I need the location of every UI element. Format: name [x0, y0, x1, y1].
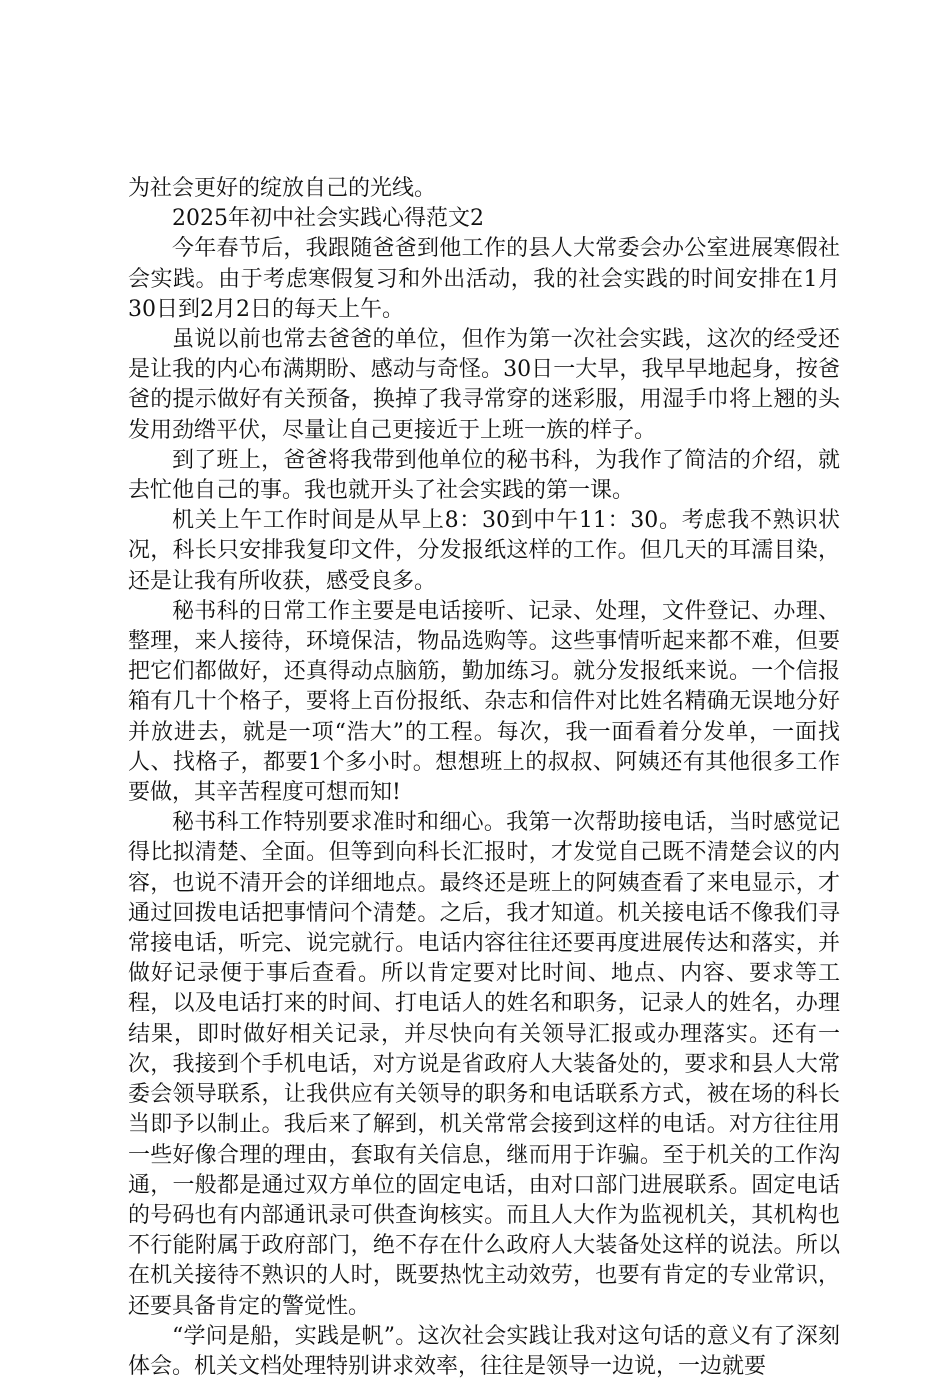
paragraph-closing-line: 为社会更好的绽放自己的光线。 — [128, 176, 437, 201]
paragraph-reflection: “学问是船，实践是帆”。这次社会实践让我对这句话的意义有了深刻体会。机关文档处理特别讲求效率，往往是领导一边说，一边就要 — [128, 1323, 840, 1379]
paragraph-phone-calls: 秘书科工作特别要求准时和细心。我第一次帮助接电话，当时感觉记得比拟清楚、全面。但等到向科长汇报时，才发觉自己既不清楚会议的内容，也说不清开会的详细地点。最终还是班上的阿姨查看了来电显示，才通过回拨电话把事情问个清楚。之后，我才知道。机关接电话不像我们寻常接电话，听完、说完就行。电话内容往往还要再度进展传达和落实，并做好记录便于事后查看。所以肯定要对比时间、地点、内容、要求等工程，以及电话打来的时间、打电话人的姓名和职务，记录人的姓名，办理结果，即时做好相关记录，并尽快向有关领导汇报或办理落实。还有一次，我接到个手机电话，对方说是省政府人大装备处的，要求和县人大常委会领导联系，让我供应有关领导的职务和电话联系方式，被在场的科长当即予以制止。我后来了解到，机关常常会接到这样的电话。对方往往用一些好像合理的理由，套取有关信息，继而用于诈骗。至于机关的工作沟通，一般都是通过双方单位的固定电话，由对口部门进展联系。固定电话的号码也有内部通讯录可供查询核实。而且人大作为监视机关，其机构也不行能附属于政府部门，绝不存在什么政府人大装备处这样的说法。所以在机关接待不熟识的人时，既要热忱主动效劳，也要有肯定的专业常识，还要具备肯定的警觉性。 — [128, 810, 840, 1319]
paragraph-intro: 今年春节后，我跟随爸爸到他工作的县人大常委会办公室进展寒假社会实践。由于考虑寒假复习和外出活动，我的社会实践的时间安排在1月30日到2月2日的每天上午。 — [128, 236, 840, 322]
paragraph-work-hours: 机关上午工作时间是从早上8：30到中午11：30。考虑我不熟识状况，科长只安排我复印文件，分发报纸这样的工作。但几天的耳濡目染，还是让我有所收获，感受良多。 — [128, 508, 840, 594]
paragraph-daily-work: 秘书科的日常工作主要是电话接听、记录、处理，文件登记、办理、整理，来人接待，环境保洁，物品选购等。这些事情听起来都不难，但要把它们都做好，还真得动点脑筋，勤加练习。就分发报纸来说。一个信报箱有几十个格子，要将上百份报纸、杂志和信件对比姓名精确无误地分好并放进去，就是一项“浩大”的工程。每次，我一面看着分发单，一面找人、找格子，都要1个多小时。想想班上的叔叔、阿姨还有其他很多工作要做，其辛苦程度可想而知! — [128, 598, 840, 806]
document-body — [128, 174, 840, 1382]
paragraph-first-day: 虽说以前也常去爸爸的单位，但作为第一次社会实践，这次的经受还是让我的内心布满期盼、感动与奇怪。30日一大早，我早早地起身，按爸爸的提示做好有关预备，换掉了我寻常穿的迷彩服，用湿手巾将上翘的头发用劲绺平伏，尽量让自己更接近于上班一族的样子。 — [128, 327, 840, 443]
section-heading: 2025年初中社会实践心得范文2 — [172, 206, 484, 232]
paragraph-arrival: 到了班上，爸爸将我带到他单位的秘书科，为我作了简洁的介绍，就去忙他自己的事。我也就开头了社会实践的第一课。 — [128, 447, 840, 504]
